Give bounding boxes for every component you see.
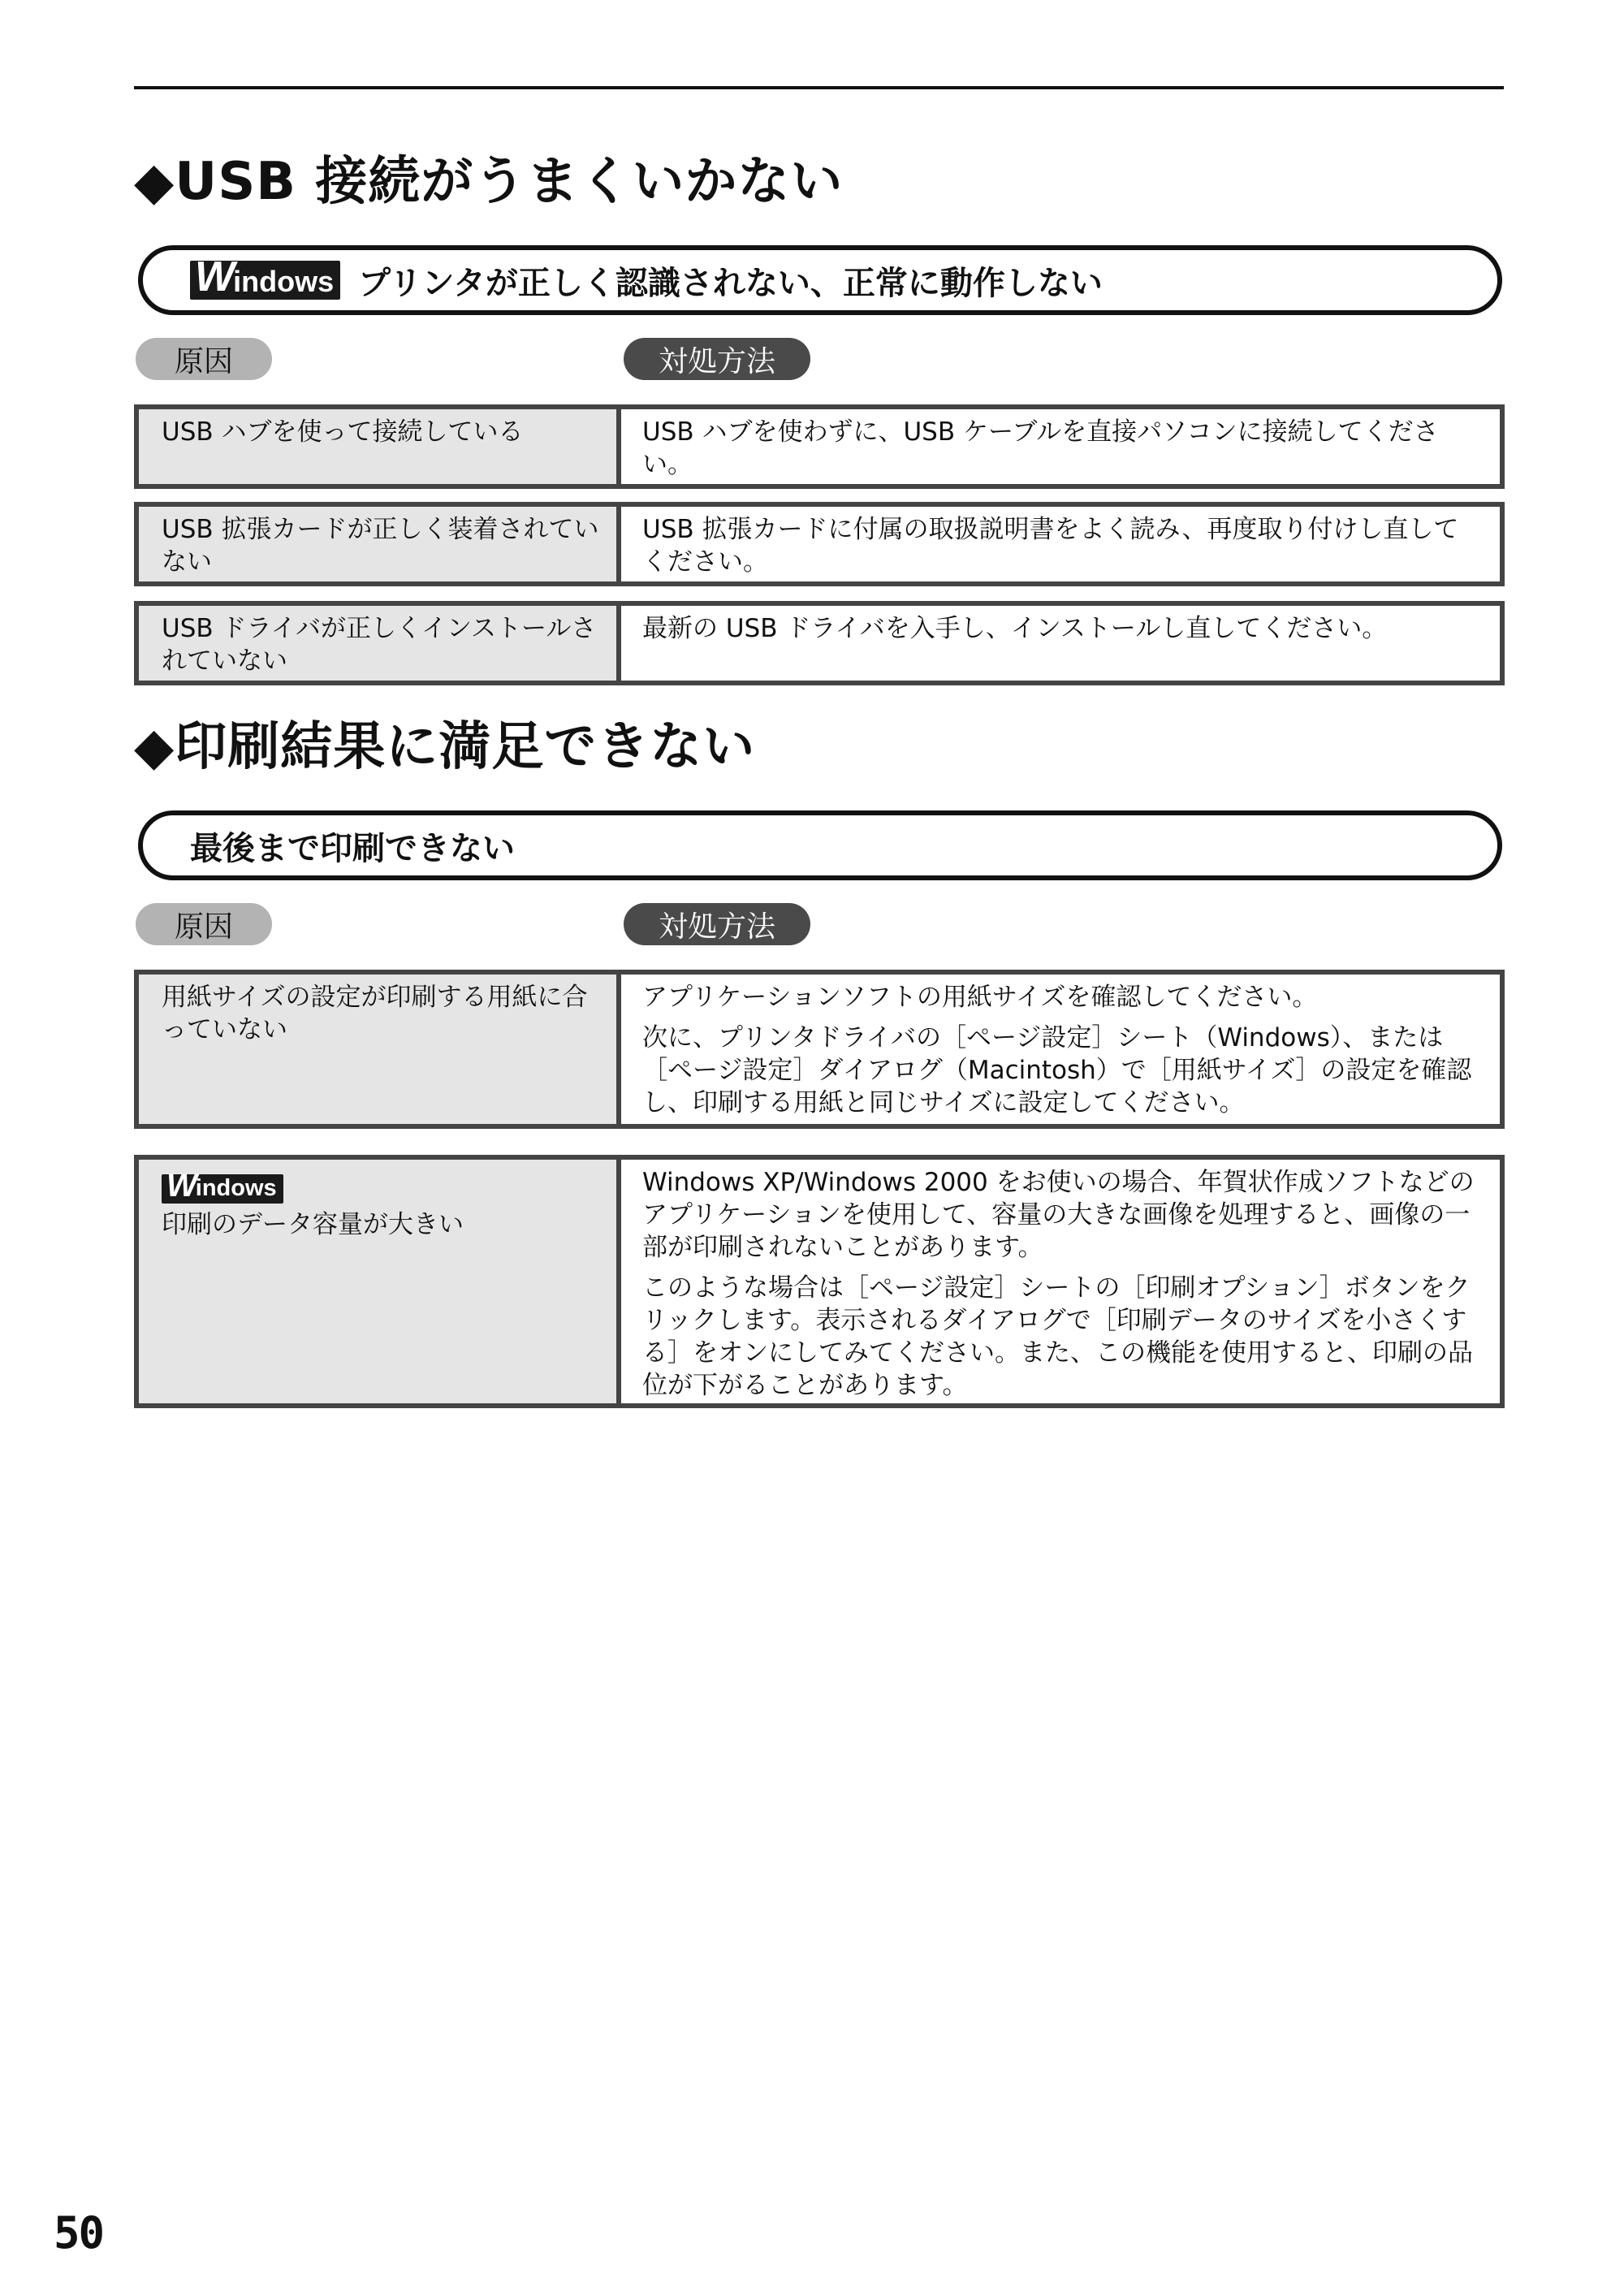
page-number: 50 — [54, 2207, 104, 2258]
section-title-usb: ◆USB 接続がうまくいかない — [134, 152, 844, 212]
subsection-header-text: 最後まで印刷できない — [190, 829, 515, 867]
top-rule — [134, 86, 1504, 89]
windows-logo-icon: W indows — [162, 1174, 283, 1204]
remedy-label: 対処方法 — [624, 338, 810, 380]
remedy-cell: 最新の USB ドライバを入手し、インストールし直してください。 — [621, 606, 1500, 681]
subsection-header-text: プリンタが正しく認識されない、正常に動作しない — [358, 264, 1103, 302]
subsection-header-incomplete-print — [138, 810, 1502, 880]
cause-cell: 用紙サイズの設定が印刷する用紙に合っていない — [139, 975, 621, 1124]
cause-cell — [139, 1160, 621, 1403]
remedy-cell: アプリケーションソフトの用紙サイズを確認してください。 次に、プリンタドライバの［ページ設定］シート（Windows）、または［ページ設定］ダイアログ（Macintosh）で［用紙サイズ］の設定を確認し、印刷する用紙と同じサイズに設定してください。 — [621, 975, 1500, 1124]
table-row — [134, 502, 1505, 586]
cause-cell: USB ハブを使って接続している — [139, 409, 621, 484]
table-row — [134, 1155, 1505, 1408]
windows-logo-icon: W indows — [190, 261, 340, 300]
table-row — [134, 404, 1505, 489]
cause-label: 原因 — [136, 903, 272, 945]
remedy-cell: USB 拡張カードに付属の取扱説明書をよく読み、再度取り付けし直してください。 — [621, 507, 1500, 581]
section-title-print-result: ◆印刷結果に満足できない — [134, 717, 756, 777]
subsection-header-windows — [138, 245, 1502, 315]
remedy-label: 対処方法 — [624, 903, 810, 945]
cause-label: 原因 — [136, 338, 272, 380]
cause-text: 印刷のデータ容量が大きい — [162, 1210, 464, 1239]
remedy-cell: USB ハブを使わずに、USB ケーブルを直接パソコンに接続してください。 — [621, 409, 1500, 484]
cause-cell: USB 拡張カードが正しく装着されていない — [139, 507, 621, 581]
table-row — [134, 601, 1505, 685]
remedy-cell: Windows XP/Windows 2000 をお使いの場合、年賀状作成ソフトなどのアプリケーションを使用して、容量の大きな画像を処理すると、画像の一部が印刷されないことがあります。 このような場合は［ページ設定］シートの［印刷オプション］ボタンをクリックします。表示されるダイアログで［印刷データのサイズを小さくする］をオンにしてみてください。また、この機能を使用すると、印刷の品位が下がることがあります。 — [621, 1160, 1500, 1403]
cause-cell: USB ドライバが正しくインストールされていない — [139, 606, 621, 681]
table-row — [134, 970, 1505, 1129]
